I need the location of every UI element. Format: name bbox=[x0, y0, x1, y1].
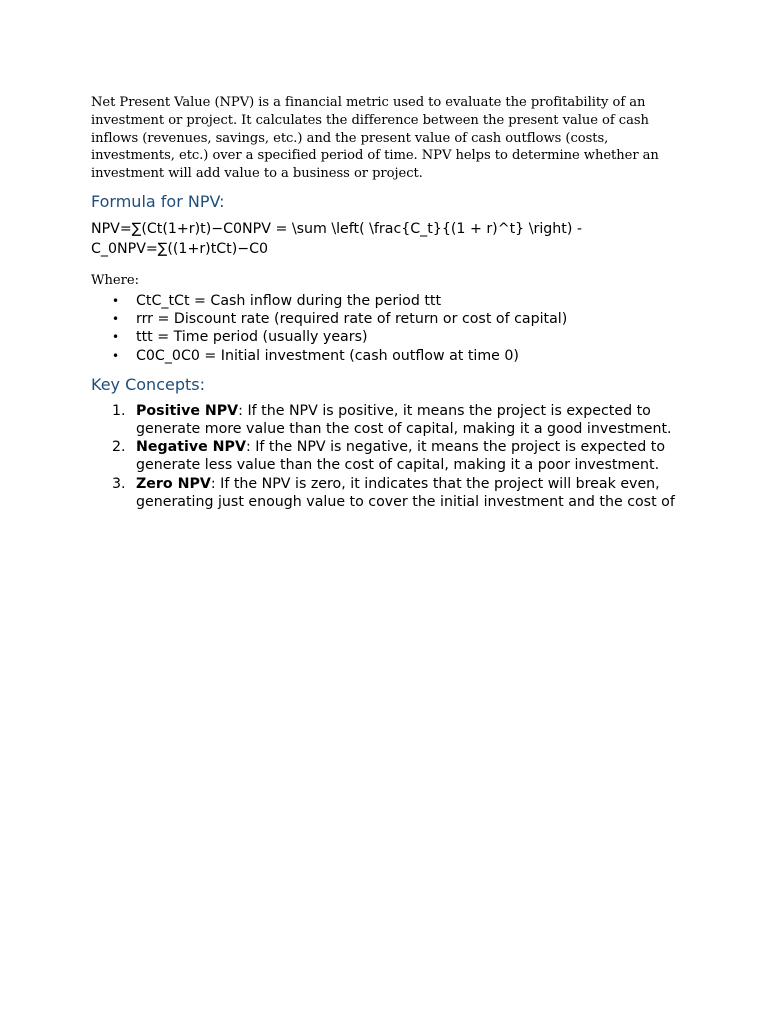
list-item bbox=[91, 347, 681, 365]
list-item bbox=[91, 438, 681, 474]
bullet-icon: • bbox=[112, 348, 120, 363]
list-number: 3. bbox=[112, 475, 126, 492]
list-number: 2. bbox=[112, 439, 126, 456]
document-page bbox=[91, 94, 681, 511]
variable-text: C0C_0C0 = Initial investment (cash outflow at time 0) bbox=[136, 347, 519, 364]
concept-term: Negative NPV bbox=[136, 439, 246, 456]
concept-text: : If the NPV is positive, it means the project is expected to generate more value than the cost of capital, making it a good investment. bbox=[136, 402, 672, 437]
list-item bbox=[91, 475, 681, 511]
where-label: Where: bbox=[91, 272, 140, 288]
bullet-icon: • bbox=[112, 293, 120, 308]
concepts-list bbox=[91, 402, 681, 511]
variable-text: rrr = Discount rate (required rate of return or cost of capital) bbox=[136, 311, 568, 328]
list-item bbox=[91, 402, 681, 438]
concept-term: Zero NPV bbox=[136, 475, 211, 492]
list-number: 1. bbox=[112, 402, 126, 419]
list-item bbox=[91, 310, 681, 328]
formula-text: NPV=∑(Ct(1+r)t)−C0NPV = \sum \left( \frac{C_t}{(1 + r)^t} \right) - C_0NPV=∑((1+r)tCt)−C0 bbox=[91, 220, 582, 258]
concept-text: : If the NPV is zero, it indicates that the project will break even, generating just enough value to cover the initial investment and the cost of bbox=[136, 475, 675, 510]
bullet-icon: • bbox=[112, 312, 120, 327]
list-item bbox=[91, 328, 681, 346]
list-item bbox=[91, 292, 681, 310]
variable-text: CtC_tCt = Cash inflow during the period ttt bbox=[136, 292, 442, 309]
concept-term: Positive NPV bbox=[136, 402, 239, 419]
variables-list bbox=[91, 292, 681, 365]
concept-text: : If the NPV is negative, it means the project is expected to generate less value than the cost of capital, making it a poor investment. bbox=[136, 439, 666, 474]
intro-paragraph: Net Present Value (NPV) is a financial metric used to evaluate the profitability of an investment or project. It calculates the difference between the present value of cash inflows (revenues, savings, etc.) and the present value of cash outflows (costs, investments, etc.) over a specified period of time. NPV helps to determine whether an investment will add value to a business or project. bbox=[91, 95, 659, 182]
key-concepts-heading: Key Concepts: bbox=[91, 374, 205, 394]
variable-text: ttt = Time period (usually years) bbox=[136, 329, 368, 346]
formula-heading: Formula for NPV: bbox=[91, 191, 225, 211]
bullet-icon: • bbox=[112, 330, 120, 345]
